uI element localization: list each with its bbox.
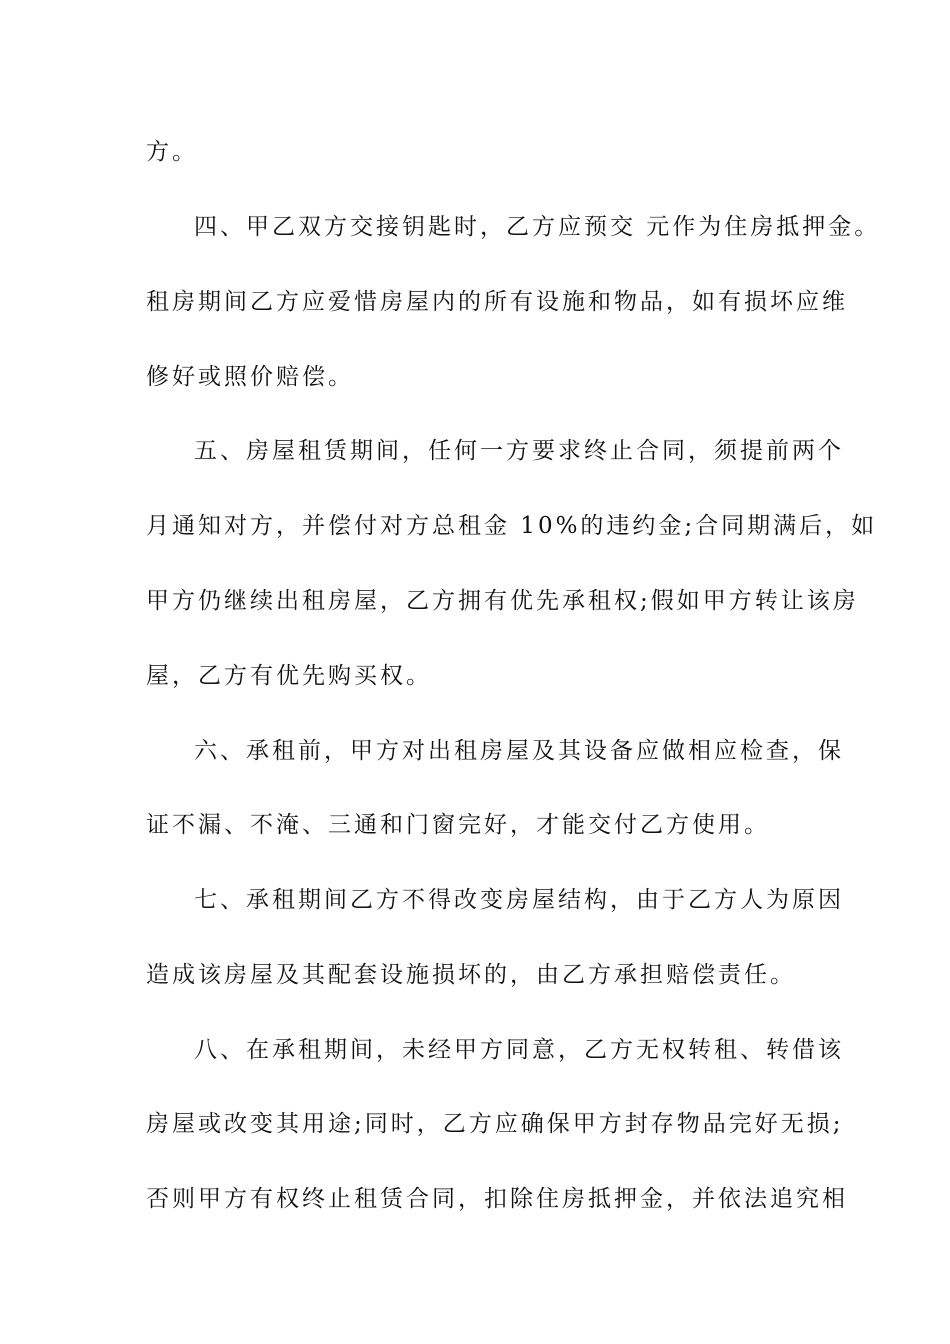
text-line: 五、房屋租赁期间，任何一方要求终止合同，须提前两个 [194,438,844,464]
text-line: 租房期间乙方应爱惜房屋内的所有设施和物品，如有损坏应维 [146,289,848,315]
text-line: 甲方仍继续出租房屋，乙方拥有优先承租权;假如甲方转让该房 [146,588,859,614]
text-line: 月通知对方，并偿付对方总租金 10%的违约金;合同期满后，如 [146,513,878,539]
text-line: 修好或照价赔偿。 [146,364,354,390]
text-line: 方。 [146,139,198,165]
text-line: 否则甲方有权终止租赁合同，扣除住房抵押金，并依法追究相 [146,1186,848,1212]
text-line: 六、承租前，甲方对出租房屋及其设备应做相应检查，保 [194,738,844,764]
text-line: 七、承租期间乙方不得改变房屋结构，由于乙方人为原因 [194,887,844,913]
text-line: 造成该房屋及其配套设施损坏的，由乙方承担赔偿责任。 [146,962,796,988]
text-line: 八、在承租期间，未经甲方同意，乙方无权转租、转借该 [194,1037,844,1063]
text-line: 证不漏、不淹、三通和门窗完好，才能交付乙方使用。 [146,812,770,838]
text-line: 四、甲乙双方交接钥匙时，乙方应预交 元作为住房抵押金。 [194,214,881,240]
text-line: 屋，乙方有优先购买权。 [146,663,432,689]
text-line: 房屋或改变其用途;同时，乙方应确保甲方封存物品完好无损; [146,1111,844,1137]
